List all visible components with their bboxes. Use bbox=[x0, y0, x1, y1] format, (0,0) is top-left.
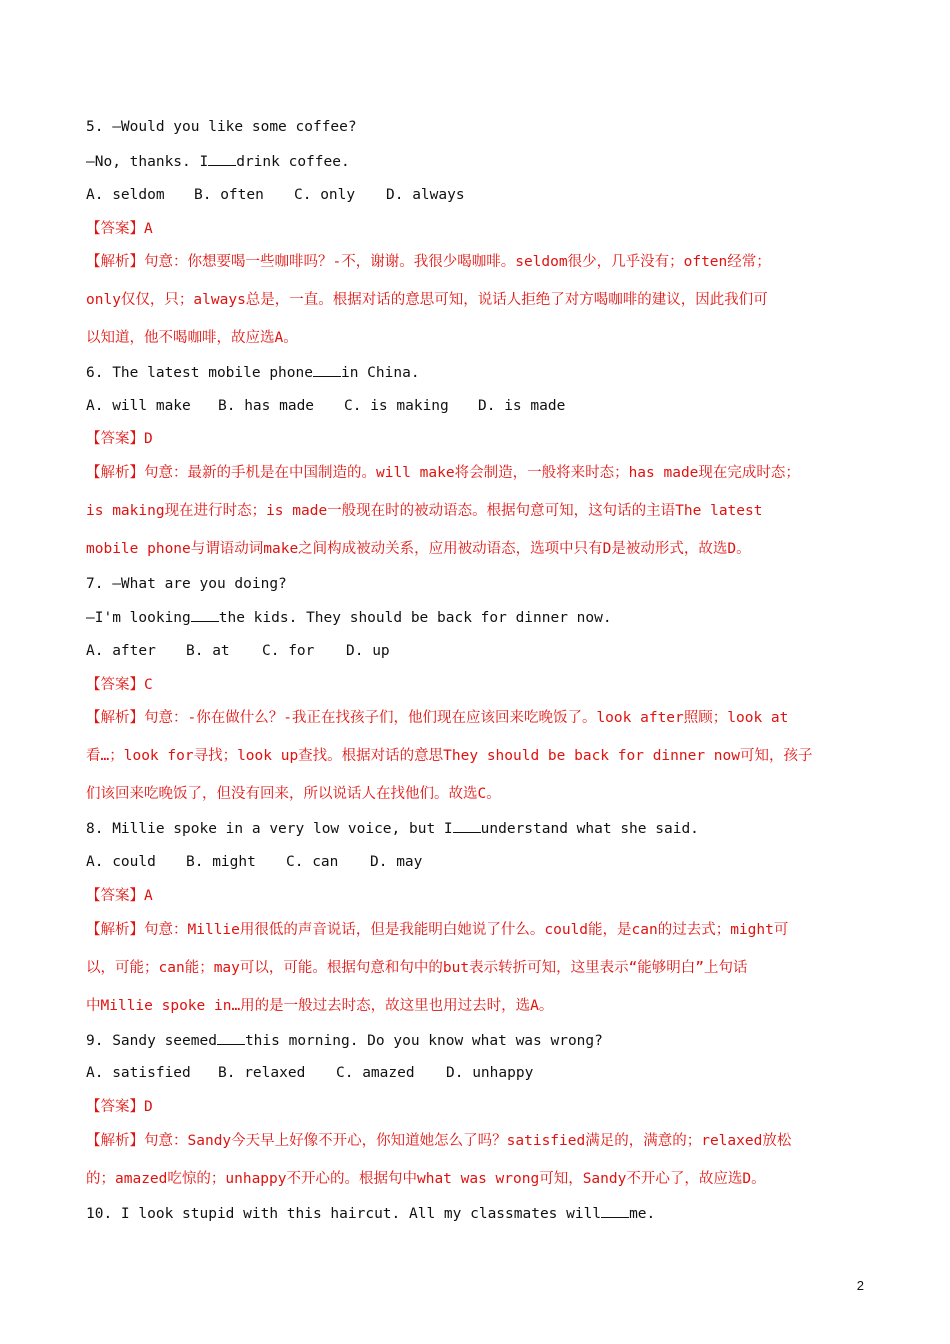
option-b: B. relaxed bbox=[218, 1065, 306, 1081]
option-c: C. for bbox=[262, 643, 315, 659]
question-9-stem bbox=[86, 1030, 603, 1051]
option-a: A. seldom bbox=[86, 187, 165, 203]
question-6-analysis-line: 【解析】句意：最新的手机是在中国制造的。will make将会制造，一般将来时态；has made现在完成时态； bbox=[86, 465, 800, 481]
question-5-options bbox=[86, 185, 465, 205]
option-d: D. unhappy bbox=[446, 1065, 534, 1081]
answer-blank bbox=[453, 818, 481, 833]
question-7-analysis-line: 们该回来吃晚饭了，但没有回来，所以说话人在找他们。故选C。 bbox=[86, 786, 501, 802]
reply-text: —I'm looking bbox=[86, 610, 191, 626]
question-6-answer: 【答案】D bbox=[86, 431, 153, 447]
option-d: D. is made bbox=[478, 398, 566, 414]
answer-blank bbox=[208, 151, 236, 166]
option-a: A. will make bbox=[86, 398, 191, 414]
stem-text: me. bbox=[629, 1206, 656, 1222]
question-9-options bbox=[86, 1063, 533, 1083]
question-8-analysis-line: 中Millie spoke in…用的是一般过去时态，故这里也用过去时，选A。 bbox=[86, 998, 554, 1014]
question-8-stem bbox=[86, 818, 699, 839]
question-5-analysis-line: 【解析】句意：你想要喝一些咖啡吗？-不，谢谢。我很少喝咖啡。seldom很少，几乎没有；often经常； bbox=[86, 254, 771, 270]
stem-text: 9. Sandy seemed bbox=[86, 1033, 217, 1049]
answer-blank bbox=[217, 1030, 245, 1045]
reply-text: drink coffee. bbox=[236, 154, 350, 170]
answer-blank bbox=[313, 362, 341, 377]
question-9-analysis-line: 的；amazed吃惊的；unhappy不开心的。根据句中what was wrong可知，Sandy不开心了，故应选D。 bbox=[86, 1171, 766, 1187]
stem-text: 8. Millie spoke in a very low voice, but I bbox=[86, 821, 453, 837]
stem-text: this morning. Do you know what was wrong? bbox=[244, 1033, 603, 1049]
question-5-analysis-line: only仅仅，只；always总是，一直。根据对话的意思可知，说话人拒绝了对方喝咖啡的建议，因此我们可 bbox=[86, 292, 768, 308]
question-5-reply bbox=[86, 151, 350, 172]
question-7-analysis-line: 【解析】句意：-你在做什么？-我正在找孩子们，他们现在应该回来吃晚饭了。look after照顾；look at bbox=[86, 710, 789, 726]
question-5-stem: 5. —Would you like some coffee? bbox=[86, 119, 357, 135]
option-d: D. up bbox=[346, 643, 390, 659]
question-5-analysis-line: 以知道，他不喝咖啡，故应选A。 bbox=[86, 330, 298, 346]
option-a: A. could bbox=[86, 854, 156, 870]
option-c: C. can bbox=[286, 854, 339, 870]
stem-text: 6. The latest mobile phone bbox=[86, 365, 313, 381]
reply-text: the kids. They should be back for dinner now. bbox=[218, 610, 612, 626]
option-c: C. amazed bbox=[336, 1065, 415, 1081]
option-c: C. is making bbox=[344, 398, 449, 414]
option-b: B. often bbox=[194, 187, 264, 203]
stem-text: in China. bbox=[340, 365, 420, 381]
question-8-analysis-line: 以，可能；can能；may可以，可能。根据句意和句中的but表示转折可知，这里表示“能够明白”上句话 bbox=[86, 960, 748, 976]
option-b: B. at bbox=[186, 643, 230, 659]
reply-text: —No, thanks. I bbox=[86, 154, 209, 170]
stem-text: understand what she said. bbox=[480, 821, 699, 837]
question-9-answer: 【答案】D bbox=[86, 1099, 153, 1115]
option-d: D. always bbox=[386, 187, 465, 203]
question-6-analysis-line: is making现在进行时态；is made一般现在时的被动语态。根据句意可知，这句话的主语The latest bbox=[86, 503, 763, 519]
question-8-options bbox=[86, 852, 422, 872]
option-a: A. satisfied bbox=[86, 1065, 191, 1081]
question-7-options bbox=[86, 641, 390, 661]
question-8-answer: 【答案】A bbox=[86, 888, 153, 904]
question-7-reply bbox=[86, 607, 612, 628]
answer-blank bbox=[191, 607, 219, 622]
option-d: D. may bbox=[370, 854, 423, 870]
question-7-analysis-line: 看…；look for寻找；look up查找。根据对话的意思They should be back for dinner now可知，孩子 bbox=[86, 748, 813, 764]
answer-blank bbox=[601, 1203, 629, 1218]
option-c: C. only bbox=[294, 187, 356, 203]
question-7-stem: 7. —What are you doing? bbox=[86, 576, 287, 592]
option-a: A. after bbox=[86, 643, 156, 659]
option-b: B. might bbox=[186, 854, 256, 870]
question-6-options bbox=[86, 396, 565, 416]
question-8-analysis-line: 【解析】句意：Millie用很低的声音说话，但是我能明白她说了什么。could能，是can的过去式；might可 bbox=[86, 922, 789, 938]
question-10-stem bbox=[86, 1203, 655, 1224]
option-b: B. has made bbox=[218, 398, 315, 414]
page-number: 2 bbox=[856, 1278, 864, 1293]
stem-text: 10. I look stupid with this haircut. All my classmates will bbox=[86, 1206, 602, 1222]
question-6-analysis-line: mobile phone与谓语动词make之间构成被动关系，应用被动语态，选项中只有D是被动形式，故选D。 bbox=[86, 541, 751, 557]
question-7-answer: 【答案】C bbox=[86, 677, 153, 693]
question-5-answer: 【答案】A bbox=[86, 221, 153, 237]
question-9-analysis-line: 【解析】句意：Sandy今天早上好像不开心，你知道她怎么了吗？satisfied满足的，满意的；relaxed放松 bbox=[86, 1133, 792, 1149]
question-6-stem bbox=[86, 362, 420, 383]
